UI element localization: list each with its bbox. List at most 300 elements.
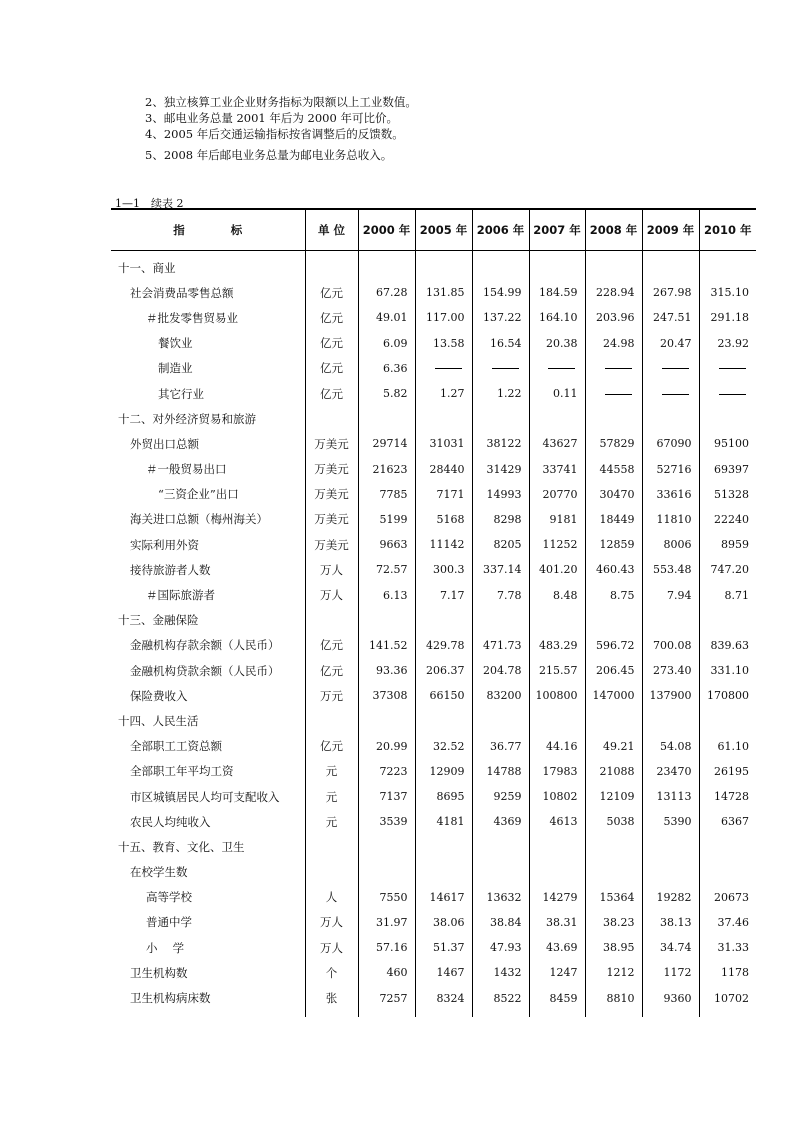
value-cell: 553.48 — [642, 557, 699, 582]
footnote-5: 5、2008 年后邮电业务总量为邮电业务总收入。 — [145, 148, 393, 162]
footnote-4: 4、2005 年后交通运输指标按省调整后的反馈数。 — [145, 127, 404, 141]
unit-cell: 万元 — [305, 683, 358, 708]
value-cell — [472, 834, 529, 859]
value-cell — [529, 406, 585, 431]
value-cell: 401.20 — [529, 557, 585, 582]
unit-cell: 万美元 — [305, 457, 358, 482]
table-row — [111, 960, 756, 985]
value-cell — [699, 708, 756, 733]
table-row — [111, 305, 756, 330]
indicator-label: 社会消费品零售总额 — [130, 285, 234, 300]
unit-cell: 元 — [305, 809, 358, 834]
value-cell — [642, 251, 699, 281]
header-year: 2010 年 — [699, 209, 756, 251]
value-cell: 147000 — [585, 683, 642, 708]
value-cell: 141.52 — [358, 633, 415, 658]
unit-cell: 个 — [305, 960, 358, 985]
indicator-label: 卫生机构数 — [130, 965, 188, 980]
table-row — [111, 935, 756, 960]
table-row — [111, 809, 756, 834]
indicator-label: 市区城镇居民人均可支配收入 — [130, 789, 280, 804]
value-cell: 32.52 — [415, 734, 472, 759]
value-cell: 83200 — [472, 683, 529, 708]
value-cell — [529, 251, 585, 281]
value-cell: 51328 — [699, 482, 756, 507]
value-cell: 3539 — [358, 809, 415, 834]
value-cell: 24.98 — [585, 331, 642, 356]
value-cell: 19282 — [642, 885, 699, 910]
value-cell: 429.78 — [415, 633, 472, 658]
value-cell — [472, 406, 529, 431]
value-cell: 10802 — [529, 784, 585, 809]
indicator-label: 卫生机构病床数 — [130, 991, 211, 1006]
value-cell: 4369 — [472, 809, 529, 834]
value-cell: 331.10 — [699, 658, 756, 683]
value-cell: 14788 — [472, 759, 529, 784]
no-data-dash — [642, 381, 699, 406]
unit-cell: 万人 — [305, 935, 358, 960]
value-cell: 51.37 — [415, 935, 472, 960]
value-cell: 1467 — [415, 960, 472, 985]
section-row — [111, 708, 756, 733]
value-cell: 44558 — [585, 457, 642, 482]
unit-cell: 亿元 — [305, 356, 358, 381]
dash-line — [662, 394, 689, 395]
header-year: 2000 年 — [358, 209, 415, 251]
unit-cell — [305, 708, 358, 733]
value-cell: 8006 — [642, 532, 699, 557]
dash-line — [605, 394, 632, 395]
value-cell — [358, 834, 415, 859]
value-cell: 596.72 — [585, 633, 642, 658]
unit-cell: 亿元 — [305, 658, 358, 683]
value-cell: 8324 — [415, 985, 472, 1016]
section-label: 十一、商业 — [118, 260, 176, 275]
section-row — [111, 251, 756, 281]
unit-cell: 亿元 — [305, 305, 358, 330]
value-cell: 8205 — [472, 532, 529, 557]
value-cell: 37.46 — [699, 910, 756, 935]
value-cell: 273.40 — [642, 658, 699, 683]
value-cell: 14728 — [699, 784, 756, 809]
value-cell: 38.84 — [472, 910, 529, 935]
value-cell: 267.98 — [642, 280, 699, 305]
value-cell: 7.94 — [642, 582, 699, 607]
value-cell: 29714 — [358, 431, 415, 456]
value-cell: 1212 — [585, 960, 642, 985]
table-row — [111, 482, 756, 507]
value-cell: 203.96 — [585, 305, 642, 330]
section-label: 十五、教育、文化、卫生 — [118, 839, 245, 854]
value-cell — [529, 860, 585, 885]
indicator-label: 农民人均纯收入 — [130, 814, 211, 829]
value-cell: 204.78 — [472, 658, 529, 683]
value-cell — [699, 251, 756, 281]
table-row — [111, 457, 756, 482]
value-cell: 28440 — [415, 457, 472, 482]
value-cell: 7.17 — [415, 582, 472, 607]
value-cell — [699, 608, 756, 633]
indicator-label: ＃一般贸易出口 — [146, 462, 227, 477]
indicator-label: 全部职工年平均工资 — [130, 764, 234, 779]
value-cell: 21623 — [358, 457, 415, 482]
value-cell: 67.28 — [358, 280, 415, 305]
value-cell — [472, 608, 529, 633]
value-cell — [642, 608, 699, 633]
dash-line — [605, 368, 632, 369]
header-year: 2006 年 — [472, 209, 529, 251]
unit-cell — [305, 834, 358, 859]
value-cell: 206.37 — [415, 658, 472, 683]
unit-cell: 万人 — [305, 910, 358, 935]
value-cell: 37308 — [358, 683, 415, 708]
value-cell: 31031 — [415, 431, 472, 456]
value-cell — [585, 834, 642, 859]
value-cell: 471.73 — [472, 633, 529, 658]
value-cell: 228.94 — [585, 280, 642, 305]
value-cell: 291.18 — [699, 305, 756, 330]
indicator-label: 普通中学 — [146, 915, 192, 930]
table-row — [111, 784, 756, 809]
indicator-label: 接待旅游者人数 — [130, 562, 211, 577]
value-cell: 93.36 — [358, 658, 415, 683]
unit-cell: 亿元 — [305, 280, 358, 305]
value-cell: 5.82 — [358, 381, 415, 406]
value-cell: 22240 — [699, 507, 756, 532]
indicator-label: 全部职工工资总额 — [130, 739, 222, 754]
section-row — [111, 406, 756, 431]
value-cell: 1.27 — [415, 381, 472, 406]
value-cell: 839.63 — [699, 633, 756, 658]
value-cell: 8959 — [699, 532, 756, 557]
value-cell — [415, 251, 472, 281]
value-cell — [415, 860, 472, 885]
table-row — [111, 734, 756, 759]
value-cell: 215.57 — [529, 658, 585, 683]
indicator-label: 餐饮业 — [158, 336, 193, 351]
indicator-label: ＃国际旅游者 — [146, 588, 215, 603]
value-cell: 1172 — [642, 960, 699, 985]
section-label: 十四、人民生活 — [118, 713, 199, 728]
table-row — [111, 557, 756, 582]
value-cell: 18449 — [585, 507, 642, 532]
no-data-dash — [529, 356, 585, 381]
unit-cell — [305, 406, 358, 431]
indicator-label: 小 学 — [146, 940, 185, 955]
value-cell: 38122 — [472, 431, 529, 456]
value-cell: 5168 — [415, 507, 472, 532]
value-cell: 13.58 — [415, 331, 472, 356]
unit-cell: 万美元 — [305, 532, 358, 557]
header-indicator: 指 标 — [111, 209, 305, 251]
value-cell: 8298 — [472, 507, 529, 532]
indicator-label: ＃批发零售贸易业 — [146, 310, 238, 325]
value-cell: 7.78 — [472, 582, 529, 607]
table-row — [111, 683, 756, 708]
no-data-dash — [699, 381, 756, 406]
indicator-label: 金融机构贷款余额（人民币） — [130, 663, 280, 678]
value-cell — [358, 251, 415, 281]
dash-line — [435, 368, 462, 369]
value-cell: 33616 — [642, 482, 699, 507]
value-cell — [358, 406, 415, 431]
value-cell: 8810 — [585, 985, 642, 1016]
value-cell: 49.01 — [358, 305, 415, 330]
value-cell: 26195 — [699, 759, 756, 784]
value-cell: 1.22 — [472, 381, 529, 406]
value-cell: 54.08 — [642, 734, 699, 759]
value-cell: 47.93 — [472, 935, 529, 960]
table-row — [111, 885, 756, 910]
section-row — [111, 608, 756, 633]
value-cell: 9360 — [642, 985, 699, 1016]
value-cell: 170800 — [699, 683, 756, 708]
table-row — [111, 280, 756, 305]
value-cell: 30470 — [585, 482, 642, 507]
value-cell: 10702 — [699, 985, 756, 1016]
header-year: 2008 年 — [585, 209, 642, 251]
value-cell: 1178 — [699, 960, 756, 985]
value-cell: 0.11 — [529, 381, 585, 406]
dash-line — [719, 368, 746, 369]
value-cell — [585, 406, 642, 431]
value-cell: 72.57 — [358, 557, 415, 582]
statistics-table — [111, 208, 756, 1017]
indicator-label: 高等学校 — [146, 890, 192, 905]
table-row — [111, 507, 756, 532]
table-row — [111, 658, 756, 683]
value-cell: 8.71 — [699, 582, 756, 607]
indicator-label: 其它行业 — [158, 386, 204, 401]
value-cell — [358, 708, 415, 733]
unit-cell: 亿元 — [305, 633, 358, 658]
value-cell: 23.92 — [699, 331, 756, 356]
footnotes — [145, 94, 417, 163]
value-cell: 13113 — [642, 784, 699, 809]
value-cell: 31429 — [472, 457, 529, 482]
table-row — [111, 633, 756, 658]
value-cell — [415, 406, 472, 431]
value-cell — [415, 834, 472, 859]
value-cell: 38.23 — [585, 910, 642, 935]
value-cell: 95100 — [699, 431, 756, 456]
value-cell — [529, 834, 585, 859]
dash-line — [492, 368, 519, 369]
value-cell: 9181 — [529, 507, 585, 532]
table-row — [111, 582, 756, 607]
value-cell: 44.16 — [529, 734, 585, 759]
value-cell: 206.45 — [585, 658, 642, 683]
value-cell: 8.48 — [529, 582, 585, 607]
value-cell: 7137 — [358, 784, 415, 809]
value-cell: 11252 — [529, 532, 585, 557]
value-cell: 11810 — [642, 507, 699, 532]
value-cell: 131.85 — [415, 280, 472, 305]
value-cell — [472, 860, 529, 885]
no-data-dash — [699, 356, 756, 381]
value-cell: 4613 — [529, 809, 585, 834]
section-label: 十三、金融保险 — [118, 613, 199, 628]
indicator-label: 金融机构存款余额（人民币） — [130, 638, 280, 653]
value-cell: 7785 — [358, 482, 415, 507]
indicator-label: 实际利用外资 — [130, 537, 199, 552]
value-cell: 69397 — [699, 457, 756, 482]
value-cell: 38.13 — [642, 910, 699, 935]
value-cell — [358, 860, 415, 885]
value-cell — [529, 608, 585, 633]
table-row — [111, 759, 756, 784]
indicator-label: 海关进口总额（梅州海关） — [130, 512, 268, 527]
value-cell: 43627 — [529, 431, 585, 456]
no-data-dash — [585, 356, 642, 381]
table-caption: 1—1 续表 2 — [115, 197, 184, 210]
value-cell: 17983 — [529, 759, 585, 784]
value-cell: 4181 — [415, 809, 472, 834]
value-cell — [699, 834, 756, 859]
value-cell — [529, 708, 585, 733]
value-cell: 38.95 — [585, 935, 642, 960]
header-unit: 单 位 — [305, 209, 358, 251]
table-body — [111, 251, 756, 1017]
value-cell: 20673 — [699, 885, 756, 910]
value-cell — [585, 708, 642, 733]
value-cell: 337.14 — [472, 557, 529, 582]
value-cell: 247.51 — [642, 305, 699, 330]
value-cell — [415, 708, 472, 733]
value-cell: 483.29 — [529, 633, 585, 658]
value-cell: 7550 — [358, 885, 415, 910]
header-year: 2007 年 — [529, 209, 585, 251]
value-cell: 57829 — [585, 431, 642, 456]
unit-cell: 万人 — [305, 557, 358, 582]
value-cell: 137.22 — [472, 305, 529, 330]
value-cell: 38.31 — [529, 910, 585, 935]
value-cell: 8522 — [472, 985, 529, 1016]
value-cell — [585, 608, 642, 633]
value-cell — [472, 708, 529, 733]
unit-cell: 万人 — [305, 582, 358, 607]
value-cell: 14617 — [415, 885, 472, 910]
value-cell: 700.08 — [642, 633, 699, 658]
table-row — [111, 532, 756, 557]
table-row — [111, 356, 756, 381]
value-cell: 36.77 — [472, 734, 529, 759]
value-cell: 38.06 — [415, 910, 472, 935]
value-cell: 6.36 — [358, 356, 415, 381]
value-cell: 20.38 — [529, 331, 585, 356]
value-cell: 300.3 — [415, 557, 472, 582]
header-year: 2005 年 — [415, 209, 472, 251]
unit-cell: 万美元 — [305, 431, 358, 456]
indicator-label: “三资企业”出口 — [158, 487, 239, 502]
value-cell: 11142 — [415, 532, 472, 557]
value-cell: 460.43 — [585, 557, 642, 582]
value-cell: 117.00 — [415, 305, 472, 330]
footnote-2: 2、独立核算工业企业财务指标为限额以上工业数值。 — [145, 95, 417, 109]
value-cell: 16.54 — [472, 331, 529, 356]
value-cell: 315.10 — [699, 280, 756, 305]
unit-cell: 张 — [305, 985, 358, 1016]
value-cell — [642, 834, 699, 859]
value-cell: 20.99 — [358, 734, 415, 759]
dash-line — [719, 394, 746, 395]
value-cell: 8695 — [415, 784, 472, 809]
no-data-dash — [415, 356, 472, 381]
value-cell: 52716 — [642, 457, 699, 482]
value-cell: 1432 — [472, 960, 529, 985]
value-cell: 57.16 — [358, 935, 415, 960]
value-cell: 12909 — [415, 759, 472, 784]
unit-cell: 万美元 — [305, 482, 358, 507]
value-cell: 14993 — [472, 482, 529, 507]
value-cell: 6.13 — [358, 582, 415, 607]
indicator-label: 外贸出口总额 — [130, 436, 199, 451]
unit-cell: 亿元 — [305, 381, 358, 406]
section-row — [111, 834, 756, 859]
value-cell: 31.97 — [358, 910, 415, 935]
value-cell: 9663 — [358, 532, 415, 557]
unit-cell — [305, 251, 358, 281]
table-row — [111, 860, 756, 885]
value-cell: 137900 — [642, 683, 699, 708]
value-cell: 7257 — [358, 985, 415, 1016]
value-cell: 747.20 — [699, 557, 756, 582]
value-cell — [642, 406, 699, 431]
value-cell: 460 — [358, 960, 415, 985]
value-cell: 31.33 — [699, 935, 756, 960]
value-cell: 6367 — [699, 809, 756, 834]
value-cell: 5038 — [585, 809, 642, 834]
value-cell: 13632 — [472, 885, 529, 910]
value-cell: 15364 — [585, 885, 642, 910]
value-cell: 12109 — [585, 784, 642, 809]
value-cell: 12859 — [585, 532, 642, 557]
value-cell — [415, 608, 472, 633]
unit-cell: 亿元 — [305, 734, 358, 759]
value-cell: 154.99 — [472, 280, 529, 305]
value-cell — [358, 608, 415, 633]
value-cell — [699, 860, 756, 885]
value-cell — [642, 860, 699, 885]
value-cell: 20.47 — [642, 331, 699, 356]
unit-cell: 元 — [305, 759, 358, 784]
no-data-dash — [585, 381, 642, 406]
header-year: 2009 年 — [642, 209, 699, 251]
unit-cell: 人 — [305, 885, 358, 910]
unit-cell — [305, 608, 358, 633]
unit-cell — [305, 860, 358, 885]
no-data-dash — [472, 356, 529, 381]
footnote-3: 3、邮电业务总量 2001 年后为 2000 年可比价。 — [145, 111, 398, 125]
unit-cell: 元 — [305, 784, 358, 809]
table-row — [111, 381, 756, 406]
value-cell: 14279 — [529, 885, 585, 910]
no-data-dash — [642, 356, 699, 381]
value-cell: 33741 — [529, 457, 585, 482]
table-row — [111, 331, 756, 356]
table-header-row — [111, 209, 756, 251]
table-row — [111, 431, 756, 456]
value-cell: 20770 — [529, 482, 585, 507]
value-cell — [585, 251, 642, 281]
unit-cell: 亿元 — [305, 331, 358, 356]
dash-line — [662, 368, 689, 369]
indicator-label: 制造业 — [158, 361, 193, 376]
value-cell: 1247 — [529, 960, 585, 985]
value-cell — [642, 708, 699, 733]
value-cell: 34.74 — [642, 935, 699, 960]
value-cell: 7223 — [358, 759, 415, 784]
